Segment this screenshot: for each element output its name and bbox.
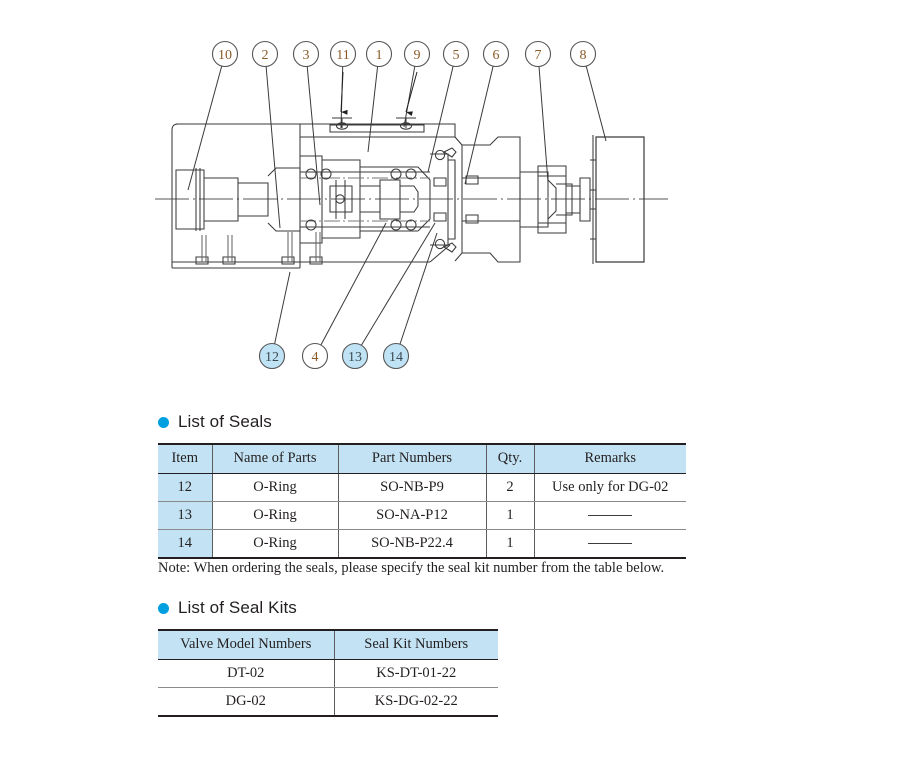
callout-leader-line bbox=[321, 223, 386, 345]
callout-number-label: 3 bbox=[302, 48, 310, 63]
cell-valve-model-number: DG-02 bbox=[158, 688, 334, 717]
callout-9 bbox=[405, 42, 430, 67]
callout-leader-line bbox=[428, 66, 453, 172]
callout-number-label: 1 bbox=[375, 48, 383, 63]
column-header-qty: Qty. bbox=[486, 444, 534, 474]
cell-seal-kit-number: KS-DG-02-22 bbox=[334, 688, 498, 717]
cell-name-of-parts: O-Ring bbox=[212, 502, 338, 530]
seal-kits-heading-label: List of Seal Kits bbox=[178, 598, 297, 617]
column-header-valve-model-numbers: Valve Model Numbers bbox=[158, 630, 334, 660]
list-of-seals-table bbox=[158, 443, 686, 559]
column-header-remarks: Remarks bbox=[534, 444, 686, 474]
callout-12 bbox=[260, 344, 285, 369]
callout-5 bbox=[444, 42, 469, 67]
bolt-arrow-leaders bbox=[341, 72, 417, 112]
callout-leader-line bbox=[368, 66, 378, 152]
callout-10 bbox=[213, 42, 238, 67]
column-header-seal-kit-numbers: Seal Kit Numbers bbox=[334, 630, 498, 660]
cell-name-of-parts: O-Ring bbox=[212, 530, 338, 559]
cell-seal-kit-number: KS-DT-01-22 bbox=[334, 660, 498, 688]
cell-item: 13 bbox=[158, 502, 212, 530]
callout-4 bbox=[303, 344, 328, 369]
seals-section-heading bbox=[158, 412, 272, 432]
bullet-icon bbox=[158, 417, 169, 428]
column-header-part-numbers: Part Numbers bbox=[338, 444, 486, 474]
cell-name-of-parts: O-Ring bbox=[212, 474, 338, 502]
callout-leader-lines-bottom bbox=[275, 223, 437, 345]
callout-number-label: 10 bbox=[218, 48, 232, 63]
callout-leader-line bbox=[275, 272, 290, 344]
callout-number-label: 6 bbox=[492, 48, 500, 63]
table-row bbox=[158, 660, 498, 688]
table-header-row bbox=[158, 630, 498, 660]
seals-heading-label: List of Seals bbox=[178, 412, 272, 431]
cell-remarks: Use only for DG-02 bbox=[534, 474, 686, 502]
callout-number-label: 9 bbox=[413, 48, 421, 63]
cell-part-number: SO-NB-P9 bbox=[338, 474, 486, 502]
callout-number-label: 13 bbox=[348, 350, 362, 365]
callout-leader-line bbox=[539, 67, 548, 183]
valve-body-outline bbox=[155, 118, 668, 272]
cell-qty: 1 bbox=[486, 502, 534, 530]
callout-3 bbox=[294, 42, 319, 67]
callout-number-label: 2 bbox=[261, 48, 269, 63]
table-row bbox=[158, 688, 498, 717]
cell-valve-model-number: DT-02 bbox=[158, 660, 334, 688]
callout-1 bbox=[367, 42, 392, 67]
column-header-item: Item bbox=[158, 444, 212, 474]
callout-number-label: 12 bbox=[265, 350, 279, 365]
list-of-seal-kits-table bbox=[158, 629, 498, 717]
column-header-name-of-parts: Name of Parts bbox=[212, 444, 338, 474]
callout-number-label: 14 bbox=[389, 350, 403, 365]
seal-kits-section-heading bbox=[158, 598, 297, 618]
bullet-icon bbox=[158, 603, 169, 614]
callout-6 bbox=[484, 42, 509, 67]
empty-remark-dash bbox=[588, 543, 632, 544]
callout-number-label: 8 bbox=[579, 48, 587, 63]
cell-item: 14 bbox=[158, 530, 212, 559]
cell-qty: 2 bbox=[486, 474, 534, 502]
callout-leader-line bbox=[307, 66, 320, 205]
cell-remarks bbox=[534, 530, 686, 559]
callout-8 bbox=[571, 42, 596, 67]
callout-leader-line bbox=[465, 66, 493, 184]
callout-leader-line bbox=[586, 66, 606, 141]
cell-part-number: SO-NA-P12 bbox=[338, 502, 486, 530]
callout-number-label: 7 bbox=[534, 48, 542, 63]
callout-number-label: 11 bbox=[336, 48, 350, 63]
cell-qty: 1 bbox=[486, 530, 534, 559]
callout-leader-line bbox=[188, 66, 222, 190]
empty-remark-dash bbox=[588, 515, 632, 516]
cell-item: 12 bbox=[158, 474, 212, 502]
callout-13 bbox=[343, 344, 368, 369]
callout-leader-line bbox=[361, 223, 435, 345]
table-row bbox=[158, 502, 686, 530]
callout-number-label: 4 bbox=[311, 350, 319, 365]
callout-leader-lines-top bbox=[188, 66, 606, 228]
table-row bbox=[158, 474, 686, 502]
cell-part-number: SO-NB-P22.4 bbox=[338, 530, 486, 559]
table-row bbox=[158, 530, 686, 559]
callout-7 bbox=[526, 42, 551, 67]
callout-14 bbox=[384, 344, 409, 369]
callout-11 bbox=[331, 42, 356, 67]
seal-order-note: Note: When ordering the seals, please specify the seal kit number from the table below. bbox=[158, 560, 665, 576]
callout-number-label: 5 bbox=[452, 48, 460, 63]
table-header-row bbox=[158, 444, 686, 474]
callout-2 bbox=[253, 42, 278, 67]
cell-remarks bbox=[534, 502, 686, 530]
